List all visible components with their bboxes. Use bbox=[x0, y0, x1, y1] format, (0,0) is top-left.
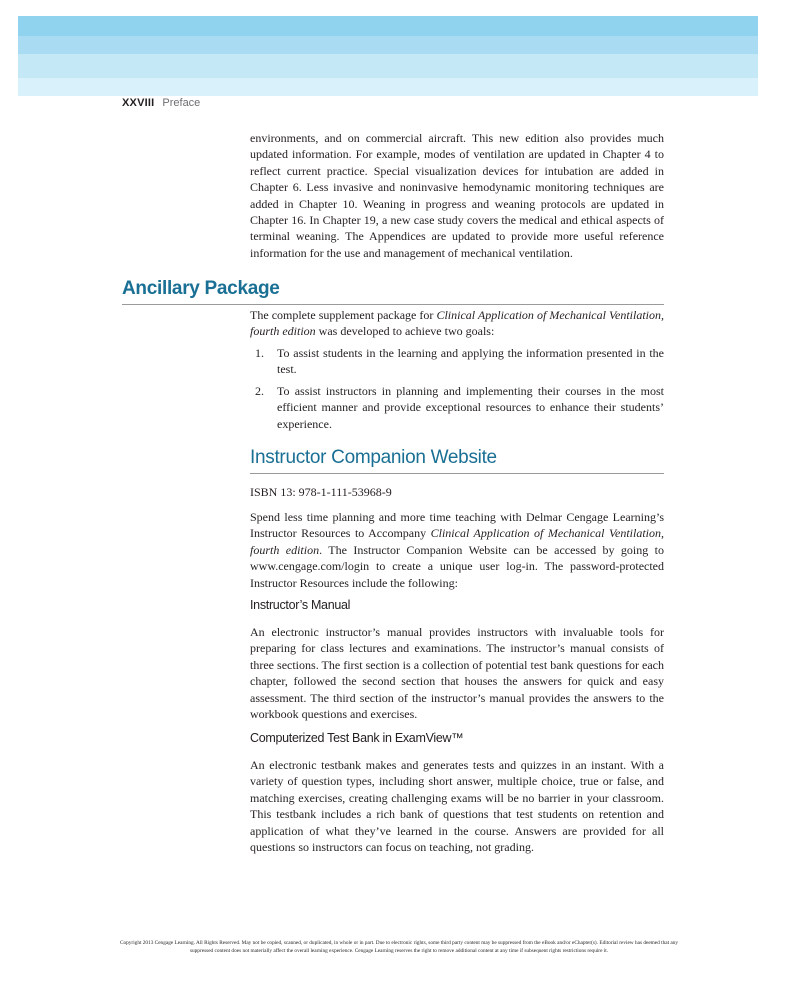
website-text-after: . The Instructor Companion Website can be accessed by going to www.cengage.com/login to create a unique user log-in. The password-protected Instructor Resources include the following: bbox=[250, 542, 664, 590]
header-band bbox=[18, 54, 758, 78]
book-title: Clinical Application of Mechanical Ventilation, fourth edition bbox=[250, 308, 664, 339]
list-number: 1. bbox=[255, 346, 264, 360]
testbank-heading: Computerized Test Bank in ExamView™ bbox=[250, 731, 464, 745]
isbn: ISBN 13: 978-1-111-53968-9 bbox=[250, 485, 392, 499]
list-text: To assist instructors in planning and implementing their courses in the most efficient manner and provide exceptional resources to enhance their students’ experience. bbox=[277, 383, 664, 431]
section-rule bbox=[122, 304, 664, 305]
manual-heading: Instructor’s Manual bbox=[250, 598, 351, 612]
header-band bbox=[18, 36, 758, 54]
ancillary-lead-paragraph bbox=[250, 307, 664, 340]
intro-paragraph: environments, and on commercial aircraft. This new edition also provides much updated information. For example, modes of ventilation are updated in Chapter 4 to reflect current practice. Special visualization devices for intubation are added in Chapter 6. Less invasive and noninvasive hemodynamic monitoring techniques are added in Chapter 10. Weaning in progress and weaning protocols are updated in Chapter 16. In Chapter 19, a new case study covers the medical and ethical aspects of terminal weaning. The Appendices are updated to provide more useful reference information for the use and management of mechanical ventilation. bbox=[250, 131, 664, 260]
website-text-before: Spend less time planning and more time teaching with Delmar Cengage Learning’s Instructor Resources to Accompany bbox=[250, 510, 664, 541]
ancillary-heading: Ancillary Package bbox=[122, 278, 280, 299]
website-heading: Instructor Companion Website bbox=[250, 447, 497, 468]
list-item bbox=[250, 383, 664, 432]
manual-paragraph: An electronic instructor’s manual provides instructors with invaluable tools for preparing for class lectures and examinations. The instructor’s manual consists of three sections. The first section is a collection of potential test bank questions for each chapter, followed the second section that houses the answers for quick and easy assessment. The third section of the instructor’s manual provides the answers to the workbook questions and exercises. bbox=[250, 625, 664, 722]
list-number: 2. bbox=[255, 383, 264, 398]
testbank-paragraph: An electronic testbank makes and generates tests and quizzes in an instant. With a variety of question types, including short answer, multiple choice, true or false, and matching exercises, creating challenging exams will be no barrier in your classroom. This testbank includes a rich bank of questions that test students on retention and application of what they’ve learned in the course. Answers are provided for all questions so instructors can focus on teaching, not grading. bbox=[250, 758, 664, 855]
website-paragraph bbox=[250, 509, 664, 591]
book-title: Clinical Application of Mechanical Ventilation, fourth edition bbox=[250, 526, 664, 557]
list-text: To assist students in the learning and applying the information presented in the test. bbox=[277, 346, 664, 377]
header-band bbox=[18, 16, 758, 36]
lead-text-after: was developed to achieve two goals: bbox=[315, 324, 495, 339]
goals-list bbox=[250, 345, 664, 432]
subsection-rule bbox=[250, 473, 664, 474]
section-name: Preface bbox=[162, 97, 201, 109]
header-color-bands bbox=[18, 16, 758, 96]
list-item bbox=[250, 345, 664, 378]
lead-text-before: The complete supplement package for bbox=[250, 308, 437, 322]
copyright-footer: Copyright 2013 Cengage Learning. All Rights Reserved. May not be copied, scanned, or duplicated, in whole or in part. Due to electronic rights, some third party content may be suppressed from the eBook and/or eChapter(s). Editorial review has deemed that any suppressed content does not materially affect the overall learning experience. Cengage Learning reserves the right to remove additional content at any time if subsequent rights restrictions require it. bbox=[119, 940, 679, 954]
page-number: XXVIII bbox=[122, 97, 155, 109]
header-band bbox=[18, 78, 758, 96]
running-head bbox=[122, 97, 200, 109]
